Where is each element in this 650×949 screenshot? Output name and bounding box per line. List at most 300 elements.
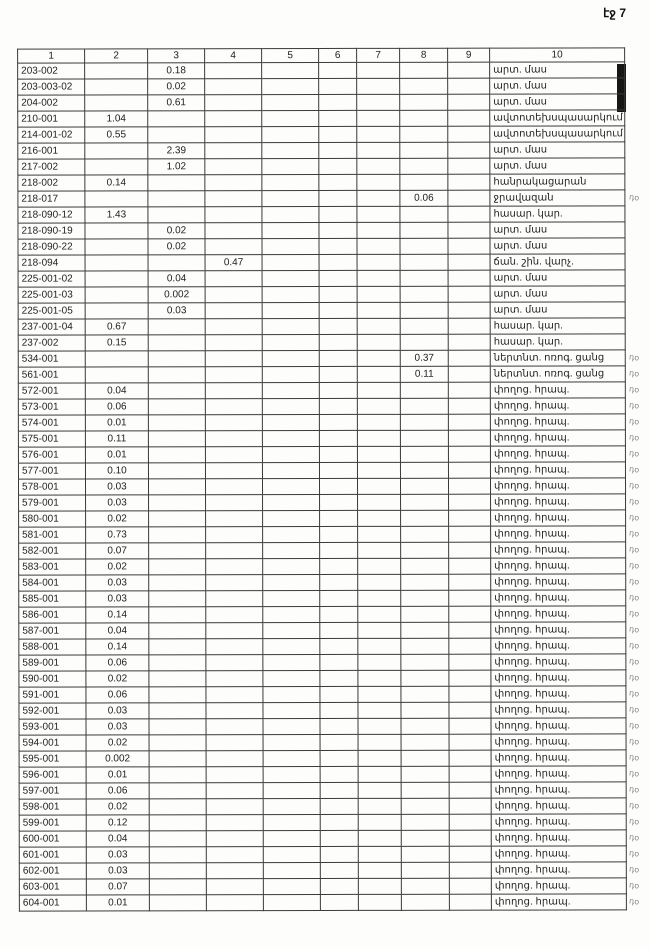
handwritten-margin-mark: դօ — [628, 832, 640, 843]
cell-col-3 — [149, 687, 206, 703]
cell-col-2: 0.03 — [85, 479, 148, 495]
handwritten-margin-mark: դօ — [628, 688, 640, 699]
cell-col-3 — [148, 431, 205, 447]
cell-col-8 — [400, 430, 448, 446]
cell-col-8 — [401, 782, 449, 798]
cell-col-10: հասար. կար. — [490, 318, 625, 334]
cell-col-4 — [206, 607, 263, 623]
cell-col-1: 237-002 — [18, 335, 85, 351]
cell-col-3: 0.02 — [148, 239, 205, 255]
cell-col-8 — [400, 158, 448, 174]
cell-col-1: 214-001-02 — [18, 127, 85, 143]
cell-col-10: փողոց. հրապ. — [490, 446, 625, 462]
cell-col-8 — [401, 654, 449, 670]
cell-col-4 — [206, 671, 263, 687]
cell-col-5 — [263, 703, 320, 719]
cell-col-7 — [357, 238, 400, 254]
cell-col-6 — [320, 702, 358, 718]
cell-col-6 — [320, 574, 358, 590]
cell-col-7 — [357, 174, 400, 190]
cell-col-7 — [357, 318, 400, 334]
cell-col-6 — [319, 334, 357, 350]
handwritten-margin-mark: դօ — [628, 784, 640, 795]
cell-col-1: 218-017 — [18, 191, 85, 207]
cell-col-5 — [263, 783, 320, 799]
cell-col-5 — [262, 303, 319, 319]
cell-col-4 — [206, 623, 263, 639]
handwritten-margin-mark: դօ — [628, 400, 640, 411]
cell-col-2: 0.12 — [86, 815, 149, 831]
cell-col-6 — [319, 366, 357, 382]
cell-col-5 — [263, 799, 320, 815]
cell-col-5 — [262, 63, 319, 79]
cell-col-10: ճան. շին. վարչ. — [490, 254, 625, 270]
cell-col-6 — [319, 382, 357, 398]
cell-col-2 — [85, 63, 148, 79]
cell-col-10: փողոց. հրապ. — [491, 558, 626, 574]
cell-col-1: 578-001 — [18, 479, 85, 495]
table-row — [18, 350, 625, 367]
cell-col-9 — [448, 270, 490, 286]
cell-col-1: 575-001 — [18, 431, 85, 447]
cell-col-5 — [262, 431, 319, 447]
cell-col-5 — [262, 399, 319, 415]
cell-col-7 — [357, 222, 400, 238]
cell-col-3 — [148, 367, 205, 383]
cell-col-7 — [357, 398, 400, 414]
cell-col-3: 0.18 — [148, 63, 205, 79]
cell-col-2: 0.03 — [86, 495, 149, 511]
cell-col-3 — [149, 735, 206, 751]
cell-col-8 — [401, 814, 449, 830]
cell-col-8 — [400, 462, 448, 478]
cell-col-4 — [206, 495, 263, 511]
cell-col-7 — [358, 590, 401, 606]
cell-col-5 — [262, 127, 319, 143]
cell-col-9 — [449, 606, 491, 622]
cell-col-7 — [357, 78, 400, 94]
cell-col-2: 0.06 — [86, 687, 149, 703]
table-row — [19, 702, 626, 719]
cell-col-3 — [149, 895, 206, 911]
cell-col-6 — [319, 78, 357, 94]
column-header-7: 7 — [357, 48, 400, 62]
cell-col-4 — [205, 479, 262, 495]
cell-col-1: 600-001 — [19, 831, 86, 847]
cell-col-5 — [262, 159, 319, 175]
cell-col-7 — [357, 254, 400, 270]
cell-col-3 — [149, 671, 206, 687]
cell-col-6 — [320, 782, 358, 798]
cell-col-2 — [85, 79, 148, 95]
table-row — [19, 766, 626, 783]
cell-col-3 — [149, 783, 206, 799]
cell-col-10: փողոց. հրապ. — [490, 414, 625, 430]
cell-col-9 — [449, 558, 491, 574]
cell-col-10: արտ. մաս — [490, 286, 625, 302]
cell-col-9 — [448, 142, 490, 158]
cell-col-5 — [263, 879, 320, 895]
cell-col-1: 587-001 — [19, 623, 86, 639]
cell-col-6 — [320, 542, 358, 558]
cell-col-5 — [262, 367, 319, 383]
handwritten-margin-mark: դօ — [628, 656, 640, 667]
table-row — [19, 734, 626, 751]
cell-col-3: 0.61 — [148, 95, 205, 111]
cell-col-6 — [319, 238, 357, 254]
cell-col-6 — [320, 590, 358, 606]
cell-col-4 — [205, 287, 262, 303]
cell-col-10: արտ. մաս — [490, 94, 625, 110]
cell-col-3 — [149, 511, 206, 527]
cell-col-6 — [320, 766, 358, 782]
table-row — [18, 478, 625, 495]
cell-col-1: 588-001 — [19, 639, 86, 655]
cell-col-3: 0.02 — [148, 223, 205, 239]
cell-col-4 — [206, 559, 263, 575]
cell-col-9 — [449, 638, 491, 654]
cell-col-6 — [319, 222, 357, 238]
cell-col-3 — [149, 767, 206, 783]
cell-col-3: 2.39 — [148, 143, 205, 159]
table-row — [19, 670, 626, 687]
cell-col-3 — [149, 639, 206, 655]
cell-col-1: 579-001 — [19, 495, 86, 511]
cell-col-6 — [319, 190, 357, 206]
cell-col-8 — [400, 334, 448, 350]
cell-col-8 — [400, 446, 448, 462]
cell-col-8 — [400, 238, 448, 254]
cell-col-3 — [149, 879, 206, 895]
cell-col-8 — [400, 398, 448, 414]
cell-col-1: 585-001 — [19, 591, 86, 607]
cell-col-6 — [319, 62, 357, 78]
table-row — [19, 494, 626, 511]
cell-col-1: 580-001 — [19, 511, 86, 527]
cell-col-1: 534-001 — [18, 351, 85, 367]
cell-col-1: 591-001 — [19, 687, 86, 703]
cell-col-7 — [357, 126, 400, 142]
cell-col-8 — [400, 414, 448, 430]
cell-col-5 — [262, 351, 319, 367]
cell-col-7 — [357, 62, 400, 78]
cell-col-8 — [400, 142, 448, 158]
cell-col-8 — [401, 494, 449, 510]
cell-col-4 — [206, 591, 263, 607]
cell-col-6 — [319, 174, 357, 190]
handwritten-margin-mark: դօ — [628, 704, 640, 715]
cell-col-6 — [320, 670, 358, 686]
table-row — [19, 574, 626, 591]
cell-col-9 — [448, 398, 490, 414]
cell-col-8 — [401, 766, 449, 782]
cell-col-3 — [148, 111, 205, 127]
cell-col-8 — [401, 750, 449, 766]
cell-col-8 — [401, 574, 449, 590]
cell-col-6 — [319, 446, 357, 462]
cell-col-2: 1.43 — [85, 207, 148, 223]
cell-col-10: փողոց. հրապ. — [491, 894, 626, 910]
table-row — [18, 78, 625, 95]
cell-col-10: փողոց. հրապ. — [490, 478, 625, 494]
cell-col-1: 584-001 — [19, 575, 86, 591]
cell-col-6 — [319, 398, 357, 414]
cell-col-5 — [262, 447, 319, 463]
cell-col-1: 218-090-19 — [18, 223, 85, 239]
cell-col-2: 0.73 — [86, 527, 149, 543]
cell-col-2 — [85, 95, 148, 111]
cell-col-10: արտ. մաս — [490, 222, 625, 238]
cell-col-2: 0.01 — [85, 415, 148, 431]
handwritten-margin-mark: դօ — [628, 464, 640, 475]
cell-col-1: 589-001 — [19, 655, 86, 671]
table-row — [19, 622, 626, 639]
cell-col-6 — [319, 318, 357, 334]
cell-col-6 — [319, 350, 357, 366]
cell-col-8 — [401, 590, 449, 606]
table-row — [18, 446, 625, 463]
cell-col-10: արտ. մաս — [490, 142, 625, 158]
column-header-6: 6 — [319, 48, 357, 62]
cell-col-9 — [449, 702, 491, 718]
handwritten-margin-mark: դօ — [628, 896, 640, 907]
handwritten-margin-mark: դօ — [628, 672, 640, 683]
cell-col-5 — [263, 831, 320, 847]
cell-col-3 — [148, 207, 205, 223]
cell-col-8 — [400, 62, 448, 78]
cell-col-10: փողոց. հրապ. — [490, 382, 625, 398]
cell-col-9 — [448, 334, 490, 350]
column-header-3: 3 — [148, 49, 205, 63]
cell-col-6 — [319, 110, 357, 126]
table-row — [19, 654, 626, 671]
cell-col-3 — [149, 719, 206, 735]
cell-col-10: փողոց. հրապ. — [491, 590, 626, 606]
cell-col-7 — [357, 302, 400, 318]
cell-col-10: փողոց. հրապ. — [490, 430, 625, 446]
cell-col-3 — [149, 863, 206, 879]
table-row — [18, 366, 625, 383]
cell-col-10: ներտնտ. ոռոգ. ցանց — [490, 350, 625, 366]
cell-col-1: 574-001 — [18, 415, 85, 431]
cell-col-8 — [401, 670, 449, 686]
cell-col-5 — [262, 319, 319, 335]
table-row — [19, 590, 626, 607]
handwritten-margin-mark: դօ — [628, 864, 640, 875]
cell-col-6 — [320, 750, 358, 766]
cell-col-6 — [319, 478, 357, 494]
cell-col-6 — [319, 94, 357, 110]
cell-col-4 — [205, 207, 262, 223]
cell-col-7 — [357, 94, 400, 110]
cell-col-5 — [262, 95, 319, 111]
table-row — [18, 94, 625, 111]
cell-col-3 — [149, 815, 206, 831]
cell-col-5 — [263, 511, 320, 527]
cell-col-10: փողոց. հրապ. — [491, 606, 626, 622]
cell-col-6 — [320, 606, 358, 622]
cell-col-6 — [320, 894, 358, 910]
table-row — [19, 750, 626, 767]
table-row — [18, 254, 625, 271]
cell-col-3 — [148, 351, 205, 367]
table-row — [19, 542, 626, 559]
cell-col-4: 0.47 — [205, 255, 262, 271]
cell-col-10: հասար. կար. — [490, 334, 625, 350]
cell-col-9 — [449, 510, 491, 526]
cell-col-3 — [149, 575, 206, 591]
cell-col-5 — [263, 607, 320, 623]
cell-col-7 — [358, 702, 401, 718]
cell-col-4 — [206, 751, 263, 767]
cell-col-9 — [449, 894, 491, 910]
cell-col-8 — [400, 254, 448, 270]
cell-col-4 — [205, 367, 262, 383]
cell-col-8 — [401, 606, 449, 622]
cell-col-10: փողոց. հրապ. — [491, 702, 626, 718]
cell-col-6 — [320, 494, 358, 510]
cell-col-7 — [358, 830, 401, 846]
cell-col-10: փողոց. հրապ. — [491, 542, 626, 558]
cell-col-2: 0.03 — [86, 719, 149, 735]
table-row — [19, 638, 626, 655]
cell-col-7 — [357, 334, 400, 350]
cell-col-2: 0.03 — [86, 863, 149, 879]
cell-col-3: 1.02 — [148, 159, 205, 175]
table-row — [18, 462, 625, 479]
cell-col-1: 583-001 — [19, 559, 86, 575]
cell-col-2: 0.02 — [86, 799, 149, 815]
cell-col-7 — [357, 206, 400, 222]
cell-col-10: փողոց. հրապ. — [491, 750, 626, 766]
table-row — [18, 158, 625, 175]
cell-col-10: փողոց. հրապ. — [491, 670, 626, 686]
cell-col-9 — [448, 174, 490, 190]
cell-col-4 — [206, 687, 263, 703]
cell-col-1: 599-001 — [19, 815, 86, 831]
cell-col-8 — [401, 702, 449, 718]
cell-col-2: 0.15 — [85, 335, 148, 351]
cell-col-8 — [401, 734, 449, 750]
cell-col-2 — [85, 271, 148, 287]
cell-col-4 — [206, 719, 263, 735]
cell-col-8 — [401, 558, 449, 574]
cell-col-3: 0.002 — [148, 287, 205, 303]
cell-col-9 — [449, 494, 491, 510]
cell-col-4 — [205, 463, 262, 479]
cell-col-6 — [320, 830, 358, 846]
cell-col-7 — [358, 510, 401, 526]
cell-col-4 — [205, 79, 262, 95]
cell-col-1: 204-002 — [18, 95, 85, 111]
handwritten-margin-mark: դօ — [628, 432, 640, 443]
cell-col-7 — [357, 446, 400, 462]
cell-col-10: փողոց. հրապ. — [491, 814, 626, 830]
cell-col-7 — [358, 862, 401, 878]
cell-col-7 — [358, 734, 401, 750]
cell-col-7 — [358, 750, 401, 766]
cell-col-2: 0.04 — [86, 623, 149, 639]
cell-col-9 — [449, 574, 491, 590]
cell-col-9 — [449, 814, 491, 830]
cell-col-9 — [449, 750, 491, 766]
cell-col-9 — [448, 238, 490, 254]
cell-col-6 — [320, 862, 358, 878]
cell-col-1: 217-002 — [18, 159, 85, 175]
handwritten-margin-mark: դօ — [628, 768, 640, 779]
cell-col-9 — [448, 366, 490, 382]
cell-col-1: 596-001 — [19, 767, 86, 783]
cell-col-2: 0.02 — [86, 559, 149, 575]
column-header-5: 5 — [262, 49, 319, 63]
cell-col-5 — [263, 751, 320, 767]
cell-col-3 — [149, 655, 206, 671]
handwritten-margin-mark: դօ — [628, 192, 640, 203]
cell-col-9 — [449, 590, 491, 606]
cell-col-7 — [358, 878, 401, 894]
cell-col-2: 1.04 — [85, 111, 148, 127]
cell-col-4 — [206, 863, 263, 879]
cell-col-6 — [320, 846, 358, 862]
cell-col-10: հանրակացարան — [490, 174, 625, 190]
handwritten-margin-mark: դօ — [628, 608, 640, 619]
cell-col-9 — [449, 798, 491, 814]
handwritten-margin-mark: դօ — [628, 736, 640, 747]
cell-col-9 — [449, 526, 491, 542]
cell-col-2: 0.01 — [86, 895, 149, 911]
cell-col-4 — [205, 303, 262, 319]
cell-col-5 — [262, 111, 319, 127]
cell-col-10: փողոց. հրապ. — [491, 494, 626, 510]
cell-col-3 — [149, 623, 206, 639]
cell-col-7 — [357, 430, 400, 446]
cell-col-4 — [206, 511, 263, 527]
cell-col-6 — [320, 878, 358, 894]
cell-col-6 — [320, 558, 358, 574]
cell-col-3 — [148, 127, 205, 143]
cell-col-8 — [400, 302, 448, 318]
cell-col-6 — [319, 206, 357, 222]
cell-col-6 — [320, 814, 358, 830]
cell-col-7 — [358, 798, 401, 814]
cell-col-7 — [358, 782, 401, 798]
cell-col-8 — [401, 830, 449, 846]
cell-col-6 — [319, 462, 357, 478]
cell-col-8 — [401, 862, 449, 878]
cell-col-8 — [400, 174, 448, 190]
cell-col-3 — [149, 543, 206, 559]
cell-col-1: 203-003-02 — [18, 79, 85, 95]
cell-col-2: 0.01 — [86, 767, 149, 783]
cell-col-4 — [205, 447, 262, 463]
cell-col-8 — [400, 270, 448, 286]
cell-col-10: փողոց. հրապ. — [491, 878, 626, 894]
cell-col-5 — [263, 591, 320, 607]
cell-col-8: 0.11 — [400, 366, 448, 382]
cell-col-3 — [148, 255, 205, 271]
cell-col-4 — [206, 831, 263, 847]
cell-col-10: հասար. կար. — [490, 206, 625, 222]
cell-col-1: 590-001 — [19, 671, 86, 687]
cell-col-1: 586-001 — [19, 607, 86, 623]
cell-col-4 — [205, 431, 262, 447]
cell-col-6 — [320, 734, 358, 750]
cell-col-1: 218-094 — [18, 255, 85, 271]
cell-col-5 — [263, 575, 320, 591]
cell-col-6 — [320, 718, 358, 734]
cell-col-1: 594-001 — [19, 735, 86, 751]
cell-col-10: ներտնտ. ոռոգ. ցանց — [490, 366, 625, 382]
